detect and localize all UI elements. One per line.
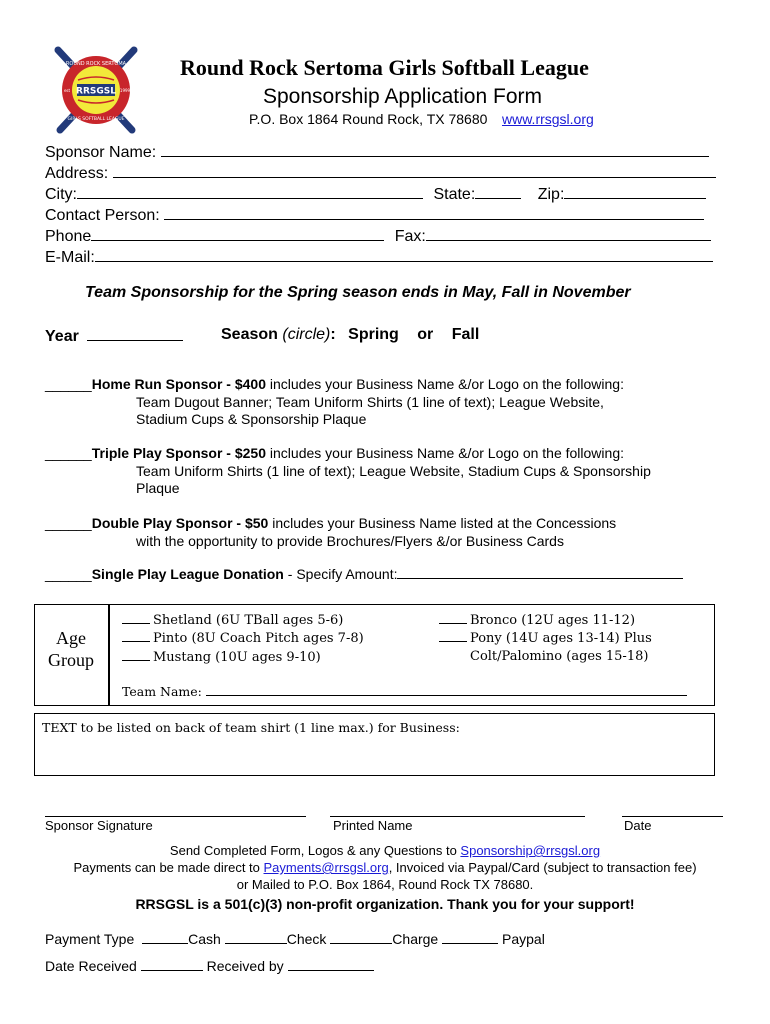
age-option-blank[interactable] (439, 630, 467, 642)
header-address: P.O. Box 1864 Round Rock, TX 78680 (249, 111, 488, 127)
sponsor-checkbox-blank[interactable]: ______ (45, 376, 92, 392)
website-link[interactable]: www.rrsgsl.org (502, 111, 594, 127)
age-option-mustang[interactable] (122, 649, 321, 665)
payments-email-link[interactable]: Payments@rrsgsl.org (263, 860, 389, 875)
team-name-field[interactable] (206, 684, 687, 696)
sponsor-level-triple-play (45, 445, 651, 498)
year-field[interactable] (87, 326, 183, 341)
age-option-blank[interactable] (122, 612, 150, 624)
phone-label: Phone (45, 228, 92, 245)
state-label: State: (433, 186, 476, 203)
logo-top-text: ROUND ROCK SERTOMA (65, 61, 127, 67)
sponsor-level-desc: - Specify Amount: (287, 566, 398, 582)
sponsor-checkbox-blank[interactable]: ______ (45, 445, 92, 461)
group-label: Group (48, 650, 94, 670)
age-option-label: Pinto (8U Coach Pitch ages 7-8) (153, 631, 364, 646)
payments-line (0, 860, 770, 875)
season-label: Season (221, 326, 278, 343)
email-row (45, 247, 713, 267)
age-option-bronco[interactable] (439, 612, 635, 628)
season-or: or (417, 326, 434, 343)
sponsor-signature-label: Sponsor Signature (45, 818, 153, 833)
paypal-label: Paypal (502, 931, 545, 947)
age-label: Age (56, 628, 86, 648)
fax-field[interactable] (426, 226, 711, 241)
check-blank[interactable] (225, 931, 287, 944)
logo-center-text: RRSGSL (76, 86, 116, 97)
sponsor-level-desc: includes your Business Name listed at the Concessions (272, 515, 617, 531)
sponsor-name-row (45, 142, 709, 162)
season-spring[interactable]: Spring (348, 326, 399, 343)
league-title: Round Rock Sertoma Girls Softball League (180, 55, 589, 80)
zip-field[interactable] (564, 184, 706, 199)
payment-type-label: Payment Type (45, 931, 135, 947)
sponsor-checkbox-blank[interactable]: ______ (45, 566, 92, 582)
age-option-blank[interactable] (122, 649, 150, 661)
sponsor-name-label: Sponsor Name: (45, 144, 157, 161)
sponsor-name-field[interactable] (161, 142, 709, 157)
cash-label: Cash (188, 931, 221, 947)
date-received-field[interactable] (141, 958, 203, 971)
season-colon: : (330, 326, 336, 343)
sponsor-level-detail: Stadium Cups & Sponsorship Plaque (136, 411, 367, 427)
season-fall[interactable]: Fall (451, 326, 480, 343)
sponsor-level-title: Triple Play Sponsor - $250 (91, 445, 267, 461)
sponsor-level-desc: includes your Business Name &/or Logo on the following: (269, 445, 624, 461)
date-line[interactable] (622, 816, 723, 817)
sponsor-level-detail: with the opportunity to provide Brochures/Flyers &/or Business Cards (136, 532, 564, 549)
logo-left-mark: est (63, 88, 71, 93)
payments-prefix: Payments can be made direct to (73, 860, 264, 875)
team-sponsorship-note: Team Sponsorship for the Spring season ends in May, Fall in November (85, 284, 631, 301)
sponsor-level-double-play (45, 515, 616, 550)
charge-blank[interactable] (330, 931, 392, 944)
received-by-field[interactable] (288, 958, 374, 971)
city-state-zip-row (45, 184, 706, 204)
sponsorship-email-link[interactable]: Sponsorship@rrsgsl.org (460, 843, 601, 858)
date-label: Date (624, 818, 652, 833)
age-option-label: Mustang (10U ages 9-10) (153, 650, 321, 665)
address-field[interactable] (113, 163, 716, 178)
sponsor-level-home-run (45, 376, 624, 429)
season-row (221, 326, 479, 344)
age-option-label: Pony (14U ages 13-14) Plus (470, 631, 652, 646)
age-option-label: Shetland (6U TBall ages 5-6) (153, 613, 344, 628)
printed-name-line[interactable] (330, 816, 585, 817)
sponsor-level-desc: includes your Business Name &/or Logo on the following: (269, 376, 624, 392)
received-row (45, 958, 374, 974)
date-received-label: Date Received (45, 958, 137, 974)
send-form-text: Send Completed Form, Logos & any Questions to (169, 843, 461, 858)
email-field[interactable] (95, 247, 713, 262)
check-label: Check (286, 931, 327, 947)
sponsor-level-detail: Team Uniform Shirts (1 line of text); League Website, Stadium Cups & Sponsorship (136, 462, 651, 479)
phone-field[interactable] (91, 226, 384, 241)
payment-type-row (45, 931, 545, 947)
address-label: Address: (45, 165, 109, 182)
nonprofit-statement: RRSGSL is a 501(c)(3) non-profit organization. Thank you for your support! (135, 896, 635, 912)
printed-name-label: Printed Name (333, 818, 413, 833)
age-option-colt-palomino (470, 649, 648, 664)
mail-line: or Mailed to P.O. Box 1864, Round Rock TX 78680. (236, 877, 534, 892)
cash-blank[interactable] (142, 931, 188, 944)
age-option-pinto[interactable] (122, 630, 364, 646)
team-name-row (122, 684, 687, 699)
contact-field[interactable] (164, 205, 704, 220)
address-row (45, 163, 716, 183)
logo-right-mark: 1999 (119, 88, 131, 93)
zip-label: Zip: (537, 186, 565, 203)
age-option-label: Bronco (12U ages 11-12) (470, 613, 636, 628)
city-label: City: (45, 186, 77, 203)
team-name-label: Team Name: (122, 684, 202, 699)
payments-suffix: , Invoiced via Paypal/Card (subject to transaction fee) (388, 860, 697, 875)
sponsor-level-title: Single Play League Donation (91, 566, 284, 582)
form-subtitle: Sponsorship Application Form (263, 85, 542, 108)
fax-label: Fax: (394, 228, 426, 245)
state-field[interactable] (475, 184, 521, 199)
age-option-label: Colt/Palomino (ages 15-18) (470, 649, 649, 664)
contact-row (45, 205, 704, 225)
send-form-line (0, 843, 770, 858)
shirt-text-label: TEXT to be listed on back of team shirt (1 line max.) for Business: (42, 720, 460, 735)
donation-amount-field[interactable] (397, 566, 683, 579)
city-field[interactable] (77, 184, 423, 199)
age-option-pony[interactable] (439, 630, 652, 646)
sponsor-checkbox-blank[interactable]: ______ (45, 515, 92, 531)
paypal-blank[interactable] (442, 931, 498, 944)
email-label: E-Mail: (45, 249, 95, 266)
year-label: Year (45, 328, 79, 345)
sponsor-level-detail: Plaque (136, 480, 180, 496)
sponsor-level-title: Home Run Sponsor - $400 (91, 376, 266, 392)
received-by-label: Received by (206, 958, 284, 974)
sponsor-signature-line[interactable] (45, 816, 306, 817)
age-option-shetland[interactable] (122, 612, 343, 628)
season-circle-hint: (circle) (282, 326, 331, 343)
phone-fax-row (45, 226, 711, 246)
year-row (45, 326, 183, 346)
league-logo (50, 44, 142, 136)
sponsor-level-detail: Team Dugout Banner; Team Uniform Shirts (1 line of text); League Website, (136, 393, 604, 410)
age-option-blank[interactable] (439, 612, 467, 624)
sponsor-level-single-play (45, 566, 683, 584)
age-option-blank[interactable] (122, 630, 150, 642)
logo-bottom-text: GIRLS SOFTBALL LEAGUE (67, 117, 125, 122)
contact-label: Contact Person: (45, 207, 160, 224)
charge-label: Charge (392, 931, 439, 947)
sponsor-level-title: Double Play Sponsor - $50 (91, 515, 269, 531)
